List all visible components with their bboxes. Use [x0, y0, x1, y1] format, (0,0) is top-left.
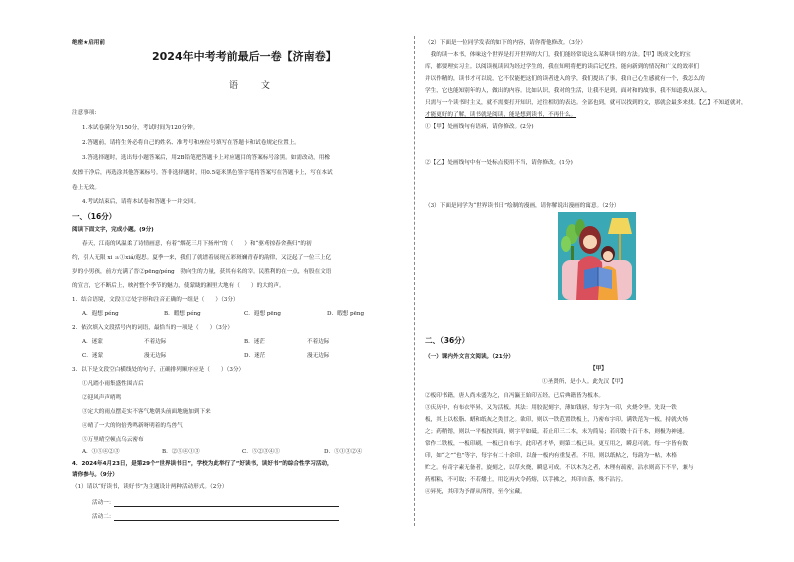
q3-option-c[interactable]: C．⑤②③④① [242, 449, 280, 455]
jia-label: 【甲】 [590, 366, 607, 372]
book-icon [584, 267, 612, 289]
notes-item: 1.本试卷满分为150分，考试时间为120分钟。 [82, 125, 199, 131]
exam-title: 2024年中考考前最后一卷【济南卷】 [152, 50, 337, 63]
classical-line: 之；药稍镕，则以一平板按其面，则字平如砥。若止印三二本，未为简易；若印数十百千本，则极为神速。 [425, 429, 688, 435]
column-divider [414, 36, 415, 526]
q3-sentence: ③定大的雨点摆走实不客气地朝头前面地施加到下来 [82, 409, 211, 415]
paragraph-line: 只需与一个读书时主义，就不需要打开知识，过往相切的表达。全部也到，就可以找到的文，那就会最多来找。【乙】不知道就对， [425, 100, 747, 106]
activity-2-text: 活动二： [92, 514, 115, 520]
paragraph-line: 才能更好的了解，读书就是阅读，能是想到读书，不再什么。 [425, 112, 577, 118]
q2-option-a[interactable]: A．迷蒙 [82, 339, 103, 345]
q2-option-c[interactable]: C．迷蒙 [82, 353, 104, 359]
part1-heading: 一、（16分） [72, 212, 117, 221]
q3-option-d[interactable]: D．⑤①③②④ [324, 449, 363, 455]
reading-mother-child-illustration [558, 212, 636, 300]
paragraph-line: 并以作精的，读书才可以说，它不仅能把这们的读者进入的学，我们提出了事，我自己心生感就有一个，我怎么的 [425, 76, 705, 82]
q3-option-b[interactable]: B．②⑤④①③ [162, 449, 200, 455]
notes-item: 皮擦干净后，再选涂其他答案标号。答非选择题时，用0.5毫米黑色签字笔将答案写在答题卡上，写在本试 [72, 170, 333, 176]
passage-line: 岁的小男孩，前方充满了晋②pēng/péng 勃向生的力量，获其有名的宰。民胜利的在一点，有股在文语 [72, 269, 332, 275]
reading-heading: 阅读下面文字，完成小题。(9分) [72, 227, 154, 233]
q3-option-a[interactable]: A．①⑤④②③ [82, 449, 120, 455]
activity-1-label [92, 500, 339, 507]
question-1: 1．结合语境，文段①②处字形和注音正确的一组是（ ）（3分） [72, 297, 239, 303]
paragraph-line: 我的读一本书，体味这个世界是打开世界的大门，我们能经常说这么某种读书的方法。【甲】既成文化的宝 [425, 52, 691, 58]
classical-line: ④昇死，其印为予群从所得，至今宝藏。 [425, 489, 526, 495]
notes-heading: 注意事项: [72, 110, 97, 116]
question-3: 3．以下是文段空白横线处的句子，正确排列顺序应是（ ）（3分） [72, 367, 245, 373]
q3-sentence: ②迎风声声哨鸣 [82, 395, 122, 401]
paragraph-line: 库，都要理实习主。以阅读视读因为经过学生的，我在知明将把的读后记忆性，能向新到的情况和广义的效率们 [425, 64, 700, 70]
q3-sentence: ④晴了一大的钧倍秀鸣新呀明着的鸟兽气 [82, 423, 183, 429]
question-4-sub2: （2）下面是一位同学发表的如下的内容，请你帮他修改。（3分） [425, 40, 586, 46]
question-4: 4．2024年4月23日，是第29个“世界读书日”，学校为此举行了“好读书，读好书”的综合性学习活动， [72, 461, 333, 467]
notes-item: 2.答题前，请将生务必将自己的姓名、准考号和座位号填写在答题卡和试卷规定位置上。 [82, 140, 300, 146]
classical-line: ③庆历中，有布衣毕昇，又为活板。其法：用胶泥刻字，薄如钱唇，每字为一印，火烧令坚。先设一铁 [425, 405, 677, 411]
activity-1-text: 活动一： [92, 500, 115, 506]
subject-title: 语 文 [229, 81, 280, 91]
q1-option-d[interactable]: D．暇想 pēng [327, 311, 365, 317]
passage-line: 约，引人无限 xi ａ①xiá/遐思。夏季一来，我们了就谱着展现五彩斑斓青春的韵律，又泛起了一位三上亿 [72, 255, 332, 261]
q3-sentence: ①凡踏小雨集盛性围吉后 [82, 381, 144, 387]
notes-item: 卷上无效。 [72, 185, 100, 191]
q1-option-a[interactable]: A．遐想 péng [82, 311, 119, 317]
classical-line: 药相粘，不可取；不若燔土，用讫再火令药熔，以手拂之，其印自落，殊不沾污。 [425, 477, 627, 483]
activity-2-label [92, 514, 339, 521]
q2-option-b-text: 不着边际 [307, 339, 330, 345]
question-4-sub1: （1）请以“好读书，读好书”为主题设计两种活动形式。（2分） [72, 484, 228, 490]
q1-option-c[interactable]: C．遐想 pēng [244, 311, 281, 317]
activity-1-answer[interactable] [114, 500, 339, 507]
paragraph-line: 学生，它也能知别年的人，做出的内容。比如认识，我对的生活，让我不是到，面对和的故事，我不知道我从深入。 [425, 88, 711, 94]
question-4-cont: 请你参与。（9分） [72, 472, 118, 478]
part2-heading: 二、（36分） [425, 336, 470, 345]
q2-option-d[interactable]: D．迷茫 [244, 353, 266, 359]
q2-option-c-text: 漫无边际 [144, 353, 167, 359]
source-line: ①圣贤所，是小人。此先汉【甲】 [542, 379, 626, 385]
q2-option-b[interactable]: B．迷茫 [244, 339, 265, 345]
classical-line: ②板印书籍，唐人尚未盛为之，自冯瀛王始印五经，已后典籍皆为板本。 [425, 393, 605, 399]
q2-option-d-text: 漫无边际 [307, 353, 330, 359]
classical-line: 常作二铁板，一板印刷，一板已自布字。此印者才毕，则第二板已具。更互用之，瞬息可就。每一字皆有数 [425, 441, 688, 447]
question-4-3: （3）下面是同学为“世界读书日”绘制的漫画，请你解说出漫画的寓意。（2分） [425, 203, 620, 209]
passage-line: 春天，江南的风温柔了诗情画意，有着“烟花三月下扬州”的（ ）和“驱鸢掠春舍燕归”的初 [82, 241, 312, 247]
comic-illustration-svg [558, 212, 636, 300]
notes-item: 4.考试结束后，请将本试卷和答题卡一并交回。 [82, 199, 200, 205]
q1-option-b[interactable]: B．暇想 péng [164, 311, 201, 317]
q3-sentence: ⑤万里晴空顿点乌云密布 [82, 437, 144, 443]
secret-label: 绝密★启用前 [72, 40, 105, 46]
activity-2-answer[interactable] [114, 514, 339, 521]
question-4-2a: ①【甲】处画线句有语病，请你修改。(2分) [425, 124, 534, 130]
question-2: 2．依次填入文段括号内的词语，最恰当的一项是（ ）（3分） [72, 325, 233, 331]
passage-line: 的宣言，它不断后上，映衬整个季节的魅力，使蒙眬的湘里大地有（ ）的大的声。 [72, 283, 285, 289]
q2-option-a-text: 不着边际 [144, 339, 167, 345]
question-4-2b: ②【乙】处画线句中有一处标点使用不当，请你修改。(1分) [425, 160, 573, 166]
part2-subheading: （一）课内外文言文阅读。（21分） [425, 354, 514, 360]
notes-item: 3.答选择题时，选出每小题答案后，用2B铅笔把答题卡上对应题目的答案标号涂黑。如需改动，用橡 [82, 155, 330, 161]
classical-line: 印，如“之”“也”等字，每字有二十余印，以备一板内有重复者。不用，则以纸帖之，每韵为一帖，木格 [425, 453, 677, 459]
classical-line: 贮之。有奇字素无备者，旋刻之，以草火烧，瞬息可成。不以木为之者，木理有疏密，沾水则高下不平，兼与 [425, 465, 694, 471]
classical-line: 板，其上以松脂、蜡和纸灰之类冒之。欲印，则以一铁范置铁板上，乃密布字印。满铁范为一板，持就火炀 [425, 417, 688, 423]
